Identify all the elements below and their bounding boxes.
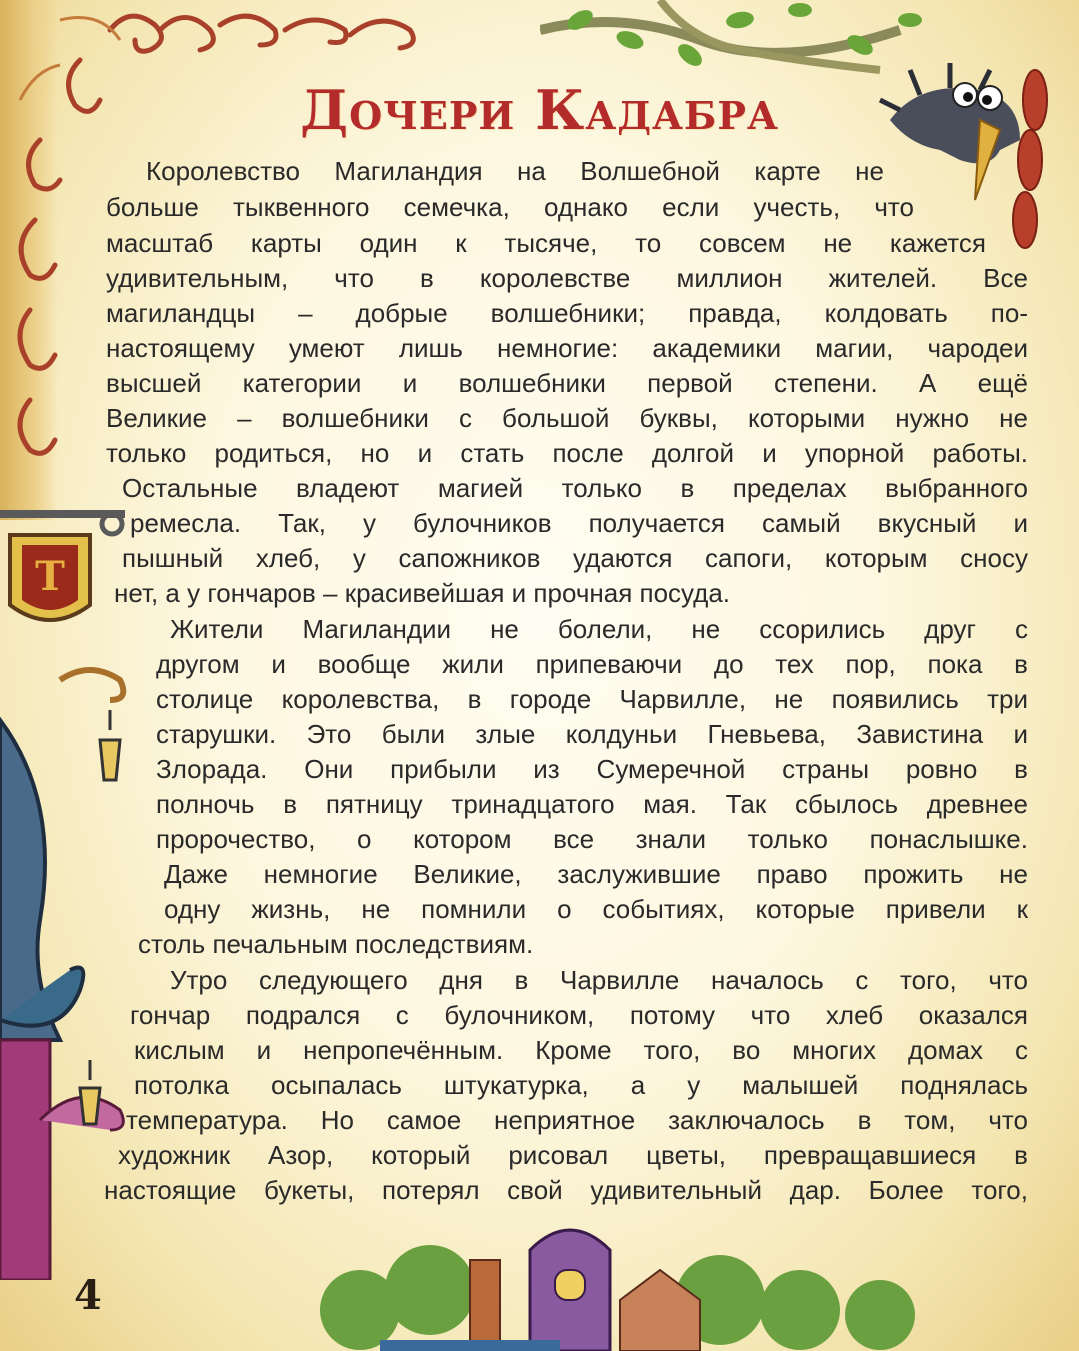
text-line: удивительным, что в королевстве миллион жителей. Все (106, 263, 1028, 293)
text-line: полночь в пятницу тринадцатого мая. Так сбылось древнее (156, 789, 1028, 819)
village-illustration-icon (300, 1190, 1079, 1351)
text-line: настоящему умеют лишь немногие: академики магии, чародеи (106, 333, 1028, 363)
text-line: нет, а у гончаров – красивейшая и прочная посуда. (114, 578, 731, 608)
text-line: магиландцы – добрые волшебники; правда, колдовать по- (106, 298, 1028, 328)
text-line: столь печальным последствиям. (138, 929, 534, 959)
text-line: только родиться, но и стать после долгой и упорной работы. (106, 438, 1028, 468)
text-line: гончар подрался с булочником, потому что хлеб оказался (130, 1000, 1028, 1030)
text-line: Утро следующего дня в Чарвилле началось с того, что (170, 965, 1028, 995)
text-line: Даже немногие Великие, заслужившие право прожить не (164, 859, 1028, 889)
text-line: Королевство Магиландия на Волшебной карте не (146, 156, 884, 186)
text-line: Великие – волшебники с большой буквы, которыми нужно не (106, 403, 1028, 433)
text-line: ремесла. Так, у булочников получается самый вкусный и (130, 508, 1028, 538)
text-line: масштаб карты один к тысяче, то совсем не кажется (106, 228, 986, 258)
page-title: Дочери Кадабра (300, 78, 779, 142)
text-line: Жители Магиландии не болели, не ссорились друг с (170, 614, 1028, 644)
svg-text:T: T (35, 553, 65, 600)
text-line: кислым и непропечённым. Кроме того, во многих домах с (134, 1035, 1028, 1065)
text-line: художник Азор, который рисовал цветы, превращавшиеся в (118, 1140, 1028, 1170)
text-line: Злорада. Они прибыли из Сумеречной страны ровно в (156, 754, 1028, 784)
text-line: одну жизнь, не помнили о событиях, которые привели к (164, 894, 1028, 924)
text-line: старушки. Это были злые колдуньи Гневьева, Завистина и (156, 719, 1028, 749)
text-line: другом и вообще жили припеваючи до тех пор, пока в (156, 649, 1028, 679)
text-line: пророчество, о котором все знали только понаслышке. (156, 824, 1028, 854)
text-line: Остальные владеют магией только в пределах выбранного (122, 473, 1028, 503)
page-number: 4 (74, 1272, 102, 1319)
text-line: температура. Но самое неприятное заключалось в том, что (126, 1105, 1028, 1135)
text-line: высшей категории и волшебники первой степени. А ещё (106, 368, 1028, 398)
text-line: потолка осыпалась штукатурка, а у малышей поднялась (134, 1070, 1028, 1100)
text-line: пышный хлеб, у сапожников удаются сапоги, которым сносу (122, 543, 1028, 573)
text-line: настоящие букеты, потерял свой удивительный дар. Более того, (104, 1175, 1028, 1205)
text-line: больше тыквенного семечка, однако если учесть, что (106, 192, 914, 222)
text-line: столице королевства, в городе Чарвилле, не появились три (156, 684, 1028, 714)
